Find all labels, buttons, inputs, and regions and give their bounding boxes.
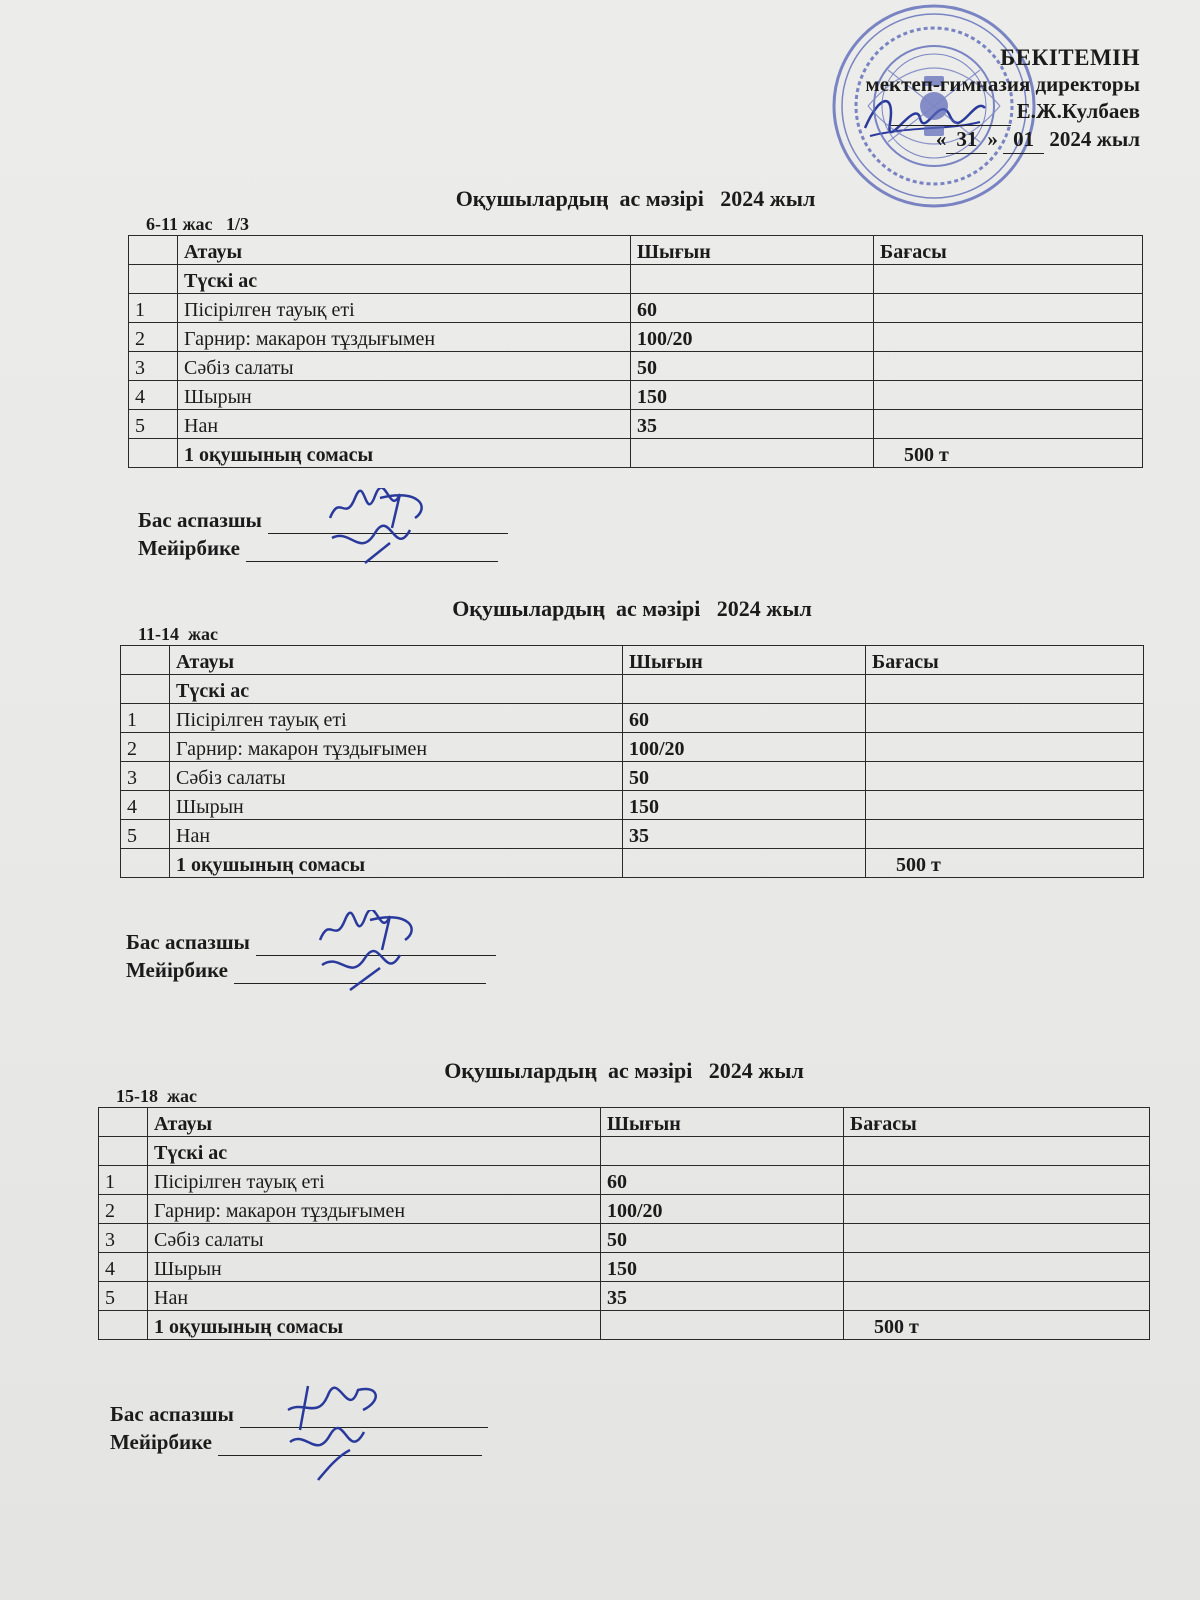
nurse-label: Мейірбике [138, 536, 240, 560]
dish-name: Пісірілген тауық еті [178, 294, 631, 323]
row-number: 5 [121, 820, 170, 849]
table-row [99, 1166, 1150, 1195]
menu-title: Оқушылардың ас мәзірі 2024 жыл [455, 186, 816, 211]
menu-table [120, 645, 1144, 878]
row-number: 3 [99, 1224, 148, 1253]
dish-name: Шырын [178, 381, 631, 410]
dish-name: Нан [148, 1282, 601, 1311]
table-row [121, 675, 1144, 704]
approval-name: Е.Ж.Кулбаев [1016, 99, 1140, 123]
row-number: 4 [121, 791, 170, 820]
approval-title: БЕКІТЕМІН [1000, 45, 1140, 70]
menu-age-group: 6-11 жас 1/3 [146, 214, 250, 234]
header-amount: Шығын [601, 1108, 844, 1137]
menu-title: Оқушылардың ас мәзірі 2024 жыл [452, 596, 812, 621]
meal-name: Түскі ас [178, 265, 631, 294]
date-day: 31 [946, 126, 987, 154]
chef-label: Бас аспазшы [110, 1402, 234, 1426]
dish-amount: 100/20 [623, 733, 866, 762]
header-amount: Шығын [623, 646, 866, 675]
dish-amount: 150 [623, 791, 866, 820]
sum-price: 500 т [874, 439, 1143, 468]
dish-name: Нан [178, 410, 631, 439]
header-num-cell [129, 236, 178, 265]
dish-amount: 150 [631, 381, 874, 410]
date-month: 01 [1003, 126, 1044, 154]
table-row [129, 323, 1143, 352]
table-sum-row [129, 439, 1143, 468]
header-name: Атауы [178, 236, 631, 265]
date-open-quote: « [935, 127, 947, 151]
sum-price: 500 т [866, 849, 1144, 878]
table-header-row [99, 1108, 1150, 1137]
chef-label: Бас аспазшы [138, 508, 262, 532]
approval-block [865, 44, 1140, 154]
table-row [99, 1253, 1150, 1282]
meal-name: Түскі ас [170, 675, 623, 704]
table-row [129, 410, 1143, 439]
sum-label: 1 оқушының сомасы [170, 849, 623, 878]
table-row [121, 733, 1144, 762]
table-row [99, 1224, 1150, 1253]
row-number: 2 [129, 323, 178, 352]
dish-amount: 60 [623, 704, 866, 733]
header-num-cell [99, 1108, 148, 1137]
menu-table [128, 235, 1143, 468]
meal-name: Түскі ас [148, 1137, 601, 1166]
chef-signature-icon [310, 910, 430, 1002]
table-row [129, 381, 1143, 410]
dish-name: Шырын [170, 791, 623, 820]
sum-label: 1 оқушының сомасы [178, 439, 631, 468]
dish-name: Шырын [148, 1253, 601, 1282]
menu-section-1 [128, 186, 1143, 468]
dish-amount: 50 [623, 762, 866, 791]
chef-signature-icon [278, 1380, 388, 1486]
table-sum-row [99, 1311, 1150, 1340]
header-amount: Шығын [631, 236, 874, 265]
menu-section-3 [98, 1058, 1150, 1340]
menu-section-2 [120, 596, 1144, 878]
header-name: Атауы [170, 646, 623, 675]
date-year: 2024 жыл [1049, 127, 1140, 151]
row-number: 4 [129, 381, 178, 410]
dish-amount: 50 [601, 1224, 844, 1253]
row-number: 5 [129, 410, 178, 439]
table-row [99, 1195, 1150, 1224]
sum-label: 1 оқушының сомасы [148, 1311, 601, 1340]
dish-amount: 35 [623, 820, 866, 849]
row-number: 2 [121, 733, 170, 762]
menu-age-group: 11-14 жас [138, 624, 219, 644]
table-row [121, 791, 1144, 820]
dish-name: Сәбіз салаты [148, 1224, 601, 1253]
row-number: 4 [99, 1253, 148, 1282]
table-row [121, 820, 1144, 849]
dish-name: Пісірілген тауық еті [148, 1166, 601, 1195]
table-row [99, 1137, 1150, 1166]
header-price: Бағасы [844, 1108, 1150, 1137]
dish-name: Пісірілген тауық еті [170, 704, 623, 733]
table-row [129, 294, 1143, 323]
dish-name: Гарнир: макарон тұздығымен [178, 323, 631, 352]
dish-name: Гарнир: макарон тұздығымен [148, 1195, 601, 1224]
menu-table [98, 1107, 1150, 1340]
dish-amount: 60 [631, 294, 874, 323]
table-row [99, 1282, 1150, 1311]
table-header-row [121, 646, 1144, 675]
table-header-row [129, 236, 1143, 265]
date-close-quote: » [987, 127, 998, 151]
header-num-cell [121, 646, 170, 675]
row-number: 3 [121, 762, 170, 791]
dish-name: Сәбіз салаты [170, 762, 623, 791]
nurse-label: Мейірбике [126, 958, 228, 982]
header-price: Бағасы [874, 236, 1143, 265]
dish-name: Сәбіз салаты [178, 352, 631, 381]
dish-amount: 150 [601, 1253, 844, 1282]
row-number: 1 [99, 1166, 148, 1195]
header-price: Бағасы [866, 646, 1144, 675]
nurse-label: Мейірбике [110, 1430, 212, 1454]
dish-amount: 35 [631, 410, 874, 439]
dish-name: Нан [170, 820, 623, 849]
approval-position: мектеп-гимназия директоры [865, 72, 1140, 96]
sum-price: 500 т [844, 1311, 1150, 1340]
dish-amount: 100/20 [631, 323, 874, 352]
dish-amount: 60 [601, 1166, 844, 1195]
row-number: 2 [99, 1195, 148, 1224]
table-sum-row [121, 849, 1144, 878]
chef-label: Бас аспазшы [126, 930, 250, 954]
row-number: 3 [129, 352, 178, 381]
table-row [129, 352, 1143, 381]
row-number: 1 [121, 704, 170, 733]
header-name: Атауы [148, 1108, 601, 1137]
menu-age-group: 15-18 жас [116, 1086, 198, 1106]
table-row [129, 265, 1143, 294]
signature-line [891, 98, 1011, 126]
approval-date [865, 126, 1140, 154]
dish-amount: 35 [601, 1282, 844, 1311]
dish-amount: 50 [631, 352, 874, 381]
chef-signature-icon [320, 488, 440, 578]
approval-name-row [865, 98, 1140, 126]
menu-title: Оқушылардың ас мәзірі 2024 жыл [444, 1058, 804, 1083]
dish-amount: 100/20 [601, 1195, 844, 1224]
table-row [121, 704, 1144, 733]
dish-name: Гарнир: макарон тұздығымен [170, 733, 623, 762]
row-number: 1 [129, 294, 178, 323]
table-row [121, 762, 1144, 791]
row-number: 5 [99, 1282, 148, 1311]
